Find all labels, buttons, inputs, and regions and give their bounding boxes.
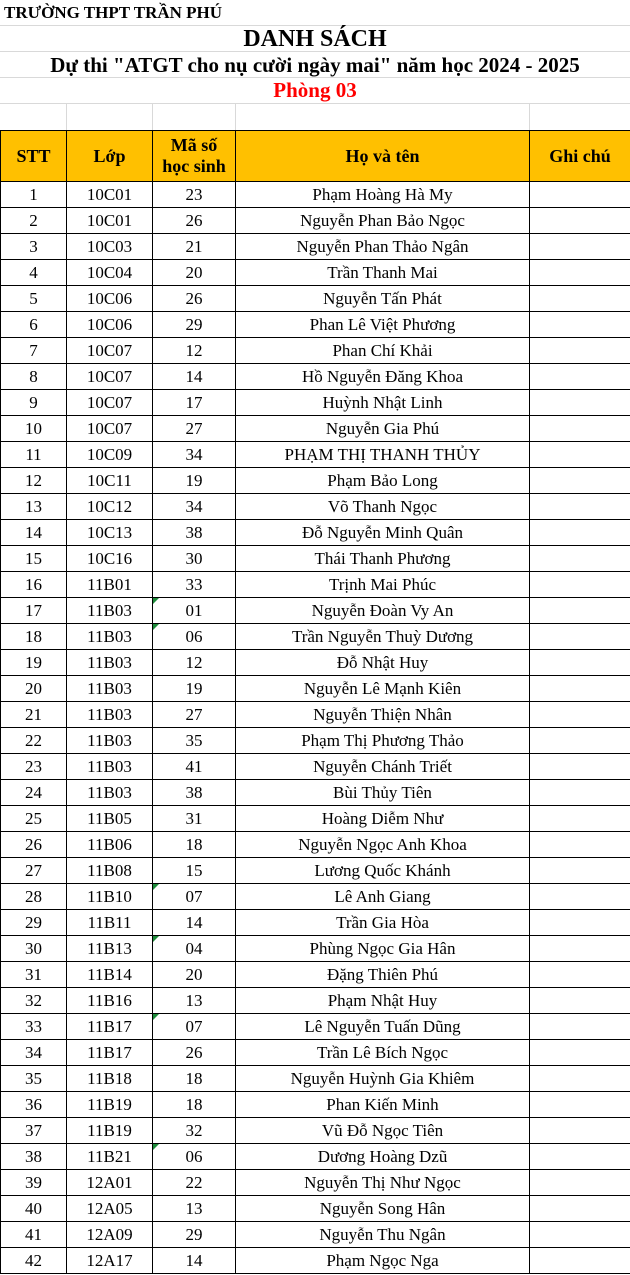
table-row xyxy=(1,1196,630,1222)
table-row xyxy=(1,468,630,494)
cell-class: 10C07 xyxy=(67,338,153,364)
cell-class: 11B03 xyxy=(67,650,153,676)
table-row xyxy=(1,1144,630,1170)
cell-note xyxy=(530,468,630,494)
cell-note xyxy=(530,286,630,312)
table-row xyxy=(1,572,630,598)
cell-student-id: 06 xyxy=(153,1144,236,1170)
cell-full-name: Nguyễn Phan Thảo Ngân xyxy=(236,234,530,260)
cell-student-id: 30 xyxy=(153,546,236,572)
cell-class: 11B19 xyxy=(67,1092,153,1118)
cell-note xyxy=(530,1248,630,1274)
cell-note xyxy=(530,728,630,754)
table-row xyxy=(1,676,630,702)
cell-full-name: Trịnh Mai Phúc xyxy=(236,572,530,598)
cell-note xyxy=(530,702,630,728)
cell-note xyxy=(530,546,630,572)
subtitle-row xyxy=(0,52,630,78)
cell-class: 11B05 xyxy=(67,806,153,832)
cell-student-id: 21 xyxy=(153,234,236,260)
cell-note xyxy=(530,1170,630,1196)
table-row xyxy=(1,650,630,676)
table-row xyxy=(1,936,630,962)
cell-student-id: 41 xyxy=(153,754,236,780)
cell-stt: 13 xyxy=(1,494,67,520)
school-row xyxy=(0,0,630,26)
cell-class: 10C13 xyxy=(67,520,153,546)
table-row xyxy=(1,338,630,364)
cell-full-name: Lê Nguyễn Tuấn Dũng xyxy=(236,1014,530,1040)
cell-class: 11B03 xyxy=(67,676,153,702)
cell-note xyxy=(530,754,630,780)
cell-stt: 42 xyxy=(1,1248,67,1274)
table-row xyxy=(1,1222,630,1248)
cell-full-name: Lương Quốc Khánh xyxy=(236,858,530,884)
cell-stt: 26 xyxy=(1,832,67,858)
cell-student-id: 07 xyxy=(153,1014,236,1040)
cell-student-id: 20 xyxy=(153,260,236,286)
cell-full-name: Phạm Bảo Long xyxy=(236,468,530,494)
cell-stt: 12 xyxy=(1,468,67,494)
cell-note xyxy=(530,208,630,234)
cell-class: 10C01 xyxy=(67,208,153,234)
cell-stt: 14 xyxy=(1,520,67,546)
cell-stt: 9 xyxy=(1,390,67,416)
table-row xyxy=(1,806,630,832)
cell-stt: 25 xyxy=(1,806,67,832)
cell-stt: 29 xyxy=(1,910,67,936)
cell-full-name: Trần Thanh Mai xyxy=(236,260,530,286)
cell-note xyxy=(530,910,630,936)
title-row xyxy=(0,26,630,52)
cell-class: 11B03 xyxy=(67,598,153,624)
cell-stt: 27 xyxy=(1,858,67,884)
cell-note xyxy=(530,780,630,806)
cell-stt: 38 xyxy=(1,1144,67,1170)
cell-class: 12A17 xyxy=(67,1248,153,1274)
cell-stt: 21 xyxy=(1,702,67,728)
cell-student-id: 17 xyxy=(153,390,236,416)
cell-student-id: 15 xyxy=(153,858,236,884)
table-row xyxy=(1,416,630,442)
cell-full-name: Đỗ Nhật Huy xyxy=(236,650,530,676)
table-row xyxy=(1,598,630,624)
cell-student-id: 13 xyxy=(153,988,236,1014)
cell-full-name: Nguyễn Đoàn Vy An xyxy=(236,598,530,624)
cell-student-id: 34 xyxy=(153,442,236,468)
cell-class: 11B03 xyxy=(67,754,153,780)
table-row xyxy=(1,234,630,260)
cell-student-id: 18 xyxy=(153,1066,236,1092)
table-row xyxy=(1,728,630,754)
cell-stt: 11 xyxy=(1,442,67,468)
cell-class: 10C16 xyxy=(67,546,153,572)
table-row xyxy=(1,1118,630,1144)
cell-note xyxy=(530,936,630,962)
cell-full-name: Phạm Hoàng Hà My xyxy=(236,182,530,208)
cell-note xyxy=(530,806,630,832)
cell-class: 10C06 xyxy=(67,286,153,312)
cell-class: 10C07 xyxy=(67,390,153,416)
cell-stt: 31 xyxy=(1,962,67,988)
table-row xyxy=(1,702,630,728)
cell-student-id: 29 xyxy=(153,1222,236,1248)
cell-class: 11B03 xyxy=(67,728,153,754)
cell-note xyxy=(530,1092,630,1118)
table-row xyxy=(1,910,630,936)
cell-stt: 37 xyxy=(1,1118,67,1144)
col-header-student-id-line2: học sinh xyxy=(162,156,226,176)
cell-class: 10C07 xyxy=(67,416,153,442)
cell-stt: 16 xyxy=(1,572,67,598)
cell-class: 11B10 xyxy=(67,884,153,910)
table-row xyxy=(1,754,630,780)
cell-student-id: 18 xyxy=(153,832,236,858)
cell-class: 11B01 xyxy=(67,572,153,598)
cell-stt: 41 xyxy=(1,1222,67,1248)
cell-full-name: Dương Hoàng Dzũ xyxy=(236,1144,530,1170)
table-row xyxy=(1,1014,630,1040)
cell-note xyxy=(530,390,630,416)
col-header-full-name: Họ và tên xyxy=(236,131,530,182)
cell-class: 12A05 xyxy=(67,1196,153,1222)
cell-full-name: Nguyễn Thiện Nhân xyxy=(236,702,530,728)
col-header-class: Lớp xyxy=(67,131,153,182)
cell-stt: 1 xyxy=(1,182,67,208)
cell-note xyxy=(530,858,630,884)
table-row xyxy=(1,546,630,572)
cell-stt: 5 xyxy=(1,286,67,312)
cell-full-name: Phạm Thị Phương Thảo xyxy=(236,728,530,754)
cell-class: 10C09 xyxy=(67,442,153,468)
cell-note xyxy=(530,1196,630,1222)
cell-stt: 4 xyxy=(1,260,67,286)
cell-full-name: Phạm Ngọc Nga xyxy=(236,1248,530,1274)
cell-class: 11B17 xyxy=(67,1040,153,1066)
cell-student-id: 01 xyxy=(153,598,236,624)
cell-stt: 22 xyxy=(1,728,67,754)
table-row xyxy=(1,858,630,884)
cell-student-id: 26 xyxy=(153,208,236,234)
cell-student-id: 29 xyxy=(153,312,236,338)
cell-full-name: Nguyễn Phan Bảo Ngọc xyxy=(236,208,530,234)
cell-stt: 7 xyxy=(1,338,67,364)
cell-note xyxy=(530,364,630,390)
cell-full-name: Bùi Thủy Tiên xyxy=(236,780,530,806)
table-row xyxy=(1,1040,630,1066)
cell-student-id: 12 xyxy=(153,650,236,676)
cell-class: 11B17 xyxy=(67,1014,153,1040)
cell-note xyxy=(530,1118,630,1144)
cell-full-name: Nguyễn Huỳnh Gia Khiêm xyxy=(236,1066,530,1092)
cell-stt: 19 xyxy=(1,650,67,676)
table-row xyxy=(1,520,630,546)
cell-note xyxy=(530,572,630,598)
cell-note xyxy=(530,1014,630,1040)
room-label: Phòng 03 xyxy=(273,78,357,102)
cell-class: 11B18 xyxy=(67,1066,153,1092)
cell-stt: 28 xyxy=(1,884,67,910)
cell-class: 10C03 xyxy=(67,234,153,260)
cell-full-name: Võ Thanh Ngọc xyxy=(236,494,530,520)
cell-stt: 23 xyxy=(1,754,67,780)
cell-student-id: 33 xyxy=(153,572,236,598)
table-row xyxy=(1,1170,630,1196)
cell-stt: 2 xyxy=(1,208,67,234)
cell-stt: 30 xyxy=(1,936,67,962)
cell-student-id: 27 xyxy=(153,702,236,728)
cell-full-name: Nguyễn Song Hân xyxy=(236,1196,530,1222)
cell-class: 11B11 xyxy=(67,910,153,936)
cell-full-name: Hoàng Diễm Như xyxy=(236,806,530,832)
cell-note xyxy=(530,962,630,988)
table-row xyxy=(1,780,630,806)
cell-full-name: PHẠM THỊ THANH THỦY xyxy=(236,442,530,468)
cell-note xyxy=(530,1040,630,1066)
table-row xyxy=(1,208,630,234)
table-row xyxy=(1,1248,630,1274)
cell-class: 11B03 xyxy=(67,624,153,650)
cell-class: 11B21 xyxy=(67,1144,153,1170)
cell-full-name: Phan Chí Khải xyxy=(236,338,530,364)
table-row xyxy=(1,312,630,338)
cell-full-name: Phan Lê Việt Phương xyxy=(236,312,530,338)
cell-full-name: Thái Thanh Phương xyxy=(236,546,530,572)
cell-student-id: 12 xyxy=(153,338,236,364)
table-row xyxy=(1,1092,630,1118)
blank-row xyxy=(0,104,630,130)
cell-stt: 3 xyxy=(1,234,67,260)
cell-stt: 24 xyxy=(1,780,67,806)
cell-student-id: 38 xyxy=(153,520,236,546)
cell-note xyxy=(530,442,630,468)
cell-stt: 10 xyxy=(1,416,67,442)
cell-class: 12A01 xyxy=(67,1170,153,1196)
cell-student-id: 31 xyxy=(153,806,236,832)
cell-stt: 33 xyxy=(1,1014,67,1040)
cell-student-id: 19 xyxy=(153,468,236,494)
table-row xyxy=(1,442,630,468)
cell-class: 10C11 xyxy=(67,468,153,494)
cell-note xyxy=(530,494,630,520)
cell-full-name: Nguyễn Thu Ngân xyxy=(236,1222,530,1248)
cell-class: 12A09 xyxy=(67,1222,153,1248)
cell-stt: 39 xyxy=(1,1170,67,1196)
cell-student-id: 13 xyxy=(153,1196,236,1222)
cell-note xyxy=(530,520,630,546)
cell-class: 11B06 xyxy=(67,832,153,858)
col-header-student-id-line1: Mã số xyxy=(170,135,218,155)
cell-class: 11B03 xyxy=(67,780,153,806)
table-row xyxy=(1,988,630,1014)
cell-student-id: 34 xyxy=(153,494,236,520)
table-row xyxy=(1,260,630,286)
cell-full-name: Nguyễn Thị Như Ngọc xyxy=(236,1170,530,1196)
cell-student-id: 19 xyxy=(153,676,236,702)
cell-student-id: 14 xyxy=(153,910,236,936)
cell-student-id: 18 xyxy=(153,1092,236,1118)
cell-class: 10C06 xyxy=(67,312,153,338)
cell-full-name: Nguyễn Ngọc Anh Khoa xyxy=(236,832,530,858)
cell-note xyxy=(530,988,630,1014)
cell-note xyxy=(530,832,630,858)
cell-note xyxy=(530,1222,630,1248)
cell-class: 11B03 xyxy=(67,702,153,728)
cell-full-name: Nguyễn Lê Mạnh Kiên xyxy=(236,676,530,702)
cell-full-name: Đỗ Nguyễn Minh Quân xyxy=(236,520,530,546)
cell-note xyxy=(530,182,630,208)
cell-stt: 35 xyxy=(1,1066,67,1092)
cell-class: 10C04 xyxy=(67,260,153,286)
table-row xyxy=(1,182,630,208)
cell-class: 11B19 xyxy=(67,1118,153,1144)
cell-stt: 20 xyxy=(1,676,67,702)
cell-full-name: Trần Lê Bích Ngọc xyxy=(236,1040,530,1066)
cell-student-id: 07 xyxy=(153,884,236,910)
cell-full-name: Trần Gia Hòa xyxy=(236,910,530,936)
student-table xyxy=(0,130,630,1274)
table-header-row xyxy=(1,131,630,182)
table-row xyxy=(1,494,630,520)
table-row xyxy=(1,364,630,390)
cell-student-id: 26 xyxy=(153,1040,236,1066)
cell-stt: 40 xyxy=(1,1196,67,1222)
cell-stt: 6 xyxy=(1,312,67,338)
cell-student-id: 22 xyxy=(153,1170,236,1196)
cell-full-name: Vũ Đỗ Ngọc Tiên xyxy=(236,1118,530,1144)
cell-full-name: Nguyễn Tấn Phát xyxy=(236,286,530,312)
table-row xyxy=(1,884,630,910)
cell-class: 10C12 xyxy=(67,494,153,520)
cell-student-id: 14 xyxy=(153,1248,236,1274)
cell-student-id: 20 xyxy=(153,962,236,988)
cell-full-name: Nguyễn Chánh Triết xyxy=(236,754,530,780)
table-row xyxy=(1,286,630,312)
cell-stt: 8 xyxy=(1,364,67,390)
cell-student-id: 06 xyxy=(153,624,236,650)
cell-stt: 36 xyxy=(1,1092,67,1118)
table-row xyxy=(1,624,630,650)
cell-note xyxy=(530,416,630,442)
cell-full-name: Hồ Nguyễn Đăng Khoa xyxy=(236,364,530,390)
table-row xyxy=(1,832,630,858)
cell-note xyxy=(530,260,630,286)
cell-class: 11B14 xyxy=(67,962,153,988)
table-row xyxy=(1,1066,630,1092)
col-header-student-id xyxy=(153,131,236,182)
cell-note xyxy=(530,676,630,702)
table-row xyxy=(1,390,630,416)
cell-student-id: 14 xyxy=(153,364,236,390)
cell-stt: 34 xyxy=(1,1040,67,1066)
cell-class: 10C01 xyxy=(67,182,153,208)
cell-class: 11B13 xyxy=(67,936,153,962)
cell-note xyxy=(530,338,630,364)
cell-full-name: Phùng Ngọc Gia Hân xyxy=(236,936,530,962)
school-name: TRƯỜNG THPT TRẦN PHÚ xyxy=(4,3,223,22)
room-row xyxy=(0,78,630,104)
cell-student-id: 04 xyxy=(153,936,236,962)
cell-stt: 18 xyxy=(1,624,67,650)
cell-student-id: 23 xyxy=(153,182,236,208)
cell-note xyxy=(530,884,630,910)
cell-full-name: Đặng Thiên Phú xyxy=(236,962,530,988)
cell-note xyxy=(530,312,630,338)
cell-student-id: 27 xyxy=(153,416,236,442)
cell-full-name: Huỳnh Nhật Linh xyxy=(236,390,530,416)
cell-student-id: 32 xyxy=(153,1118,236,1144)
cell-stt: 32 xyxy=(1,988,67,1014)
cell-stt: 17 xyxy=(1,598,67,624)
cell-full-name: Trần Nguyễn Thuỳ Dương xyxy=(236,624,530,650)
col-header-stt: STT xyxy=(1,131,67,182)
cell-note xyxy=(530,598,630,624)
cell-full-name: Phạm Nhật Huy xyxy=(236,988,530,1014)
document-title: DANH SÁCH xyxy=(243,26,387,52)
cell-class: 11B16 xyxy=(67,988,153,1014)
cell-stt: 15 xyxy=(1,546,67,572)
cell-student-id: 35 xyxy=(153,728,236,754)
cell-full-name: Nguyễn Gia Phú xyxy=(236,416,530,442)
cell-class: 10C07 xyxy=(67,364,153,390)
cell-full-name: Phan Kiến Minh xyxy=(236,1092,530,1118)
cell-student-id: 38 xyxy=(153,780,236,806)
cell-full-name: Lê Anh Giang xyxy=(236,884,530,910)
cell-note xyxy=(530,1066,630,1092)
col-header-note: Ghi chú xyxy=(530,131,630,182)
cell-note xyxy=(530,650,630,676)
cell-class: 11B08 xyxy=(67,858,153,884)
cell-student-id: 26 xyxy=(153,286,236,312)
cell-note xyxy=(530,624,630,650)
cell-note xyxy=(530,234,630,260)
table-row xyxy=(1,962,630,988)
document-subtitle: Dự thi "ATGT cho nụ cười ngày mai" năm học 2024 - 2025 xyxy=(50,53,580,77)
cell-note xyxy=(530,1144,630,1170)
